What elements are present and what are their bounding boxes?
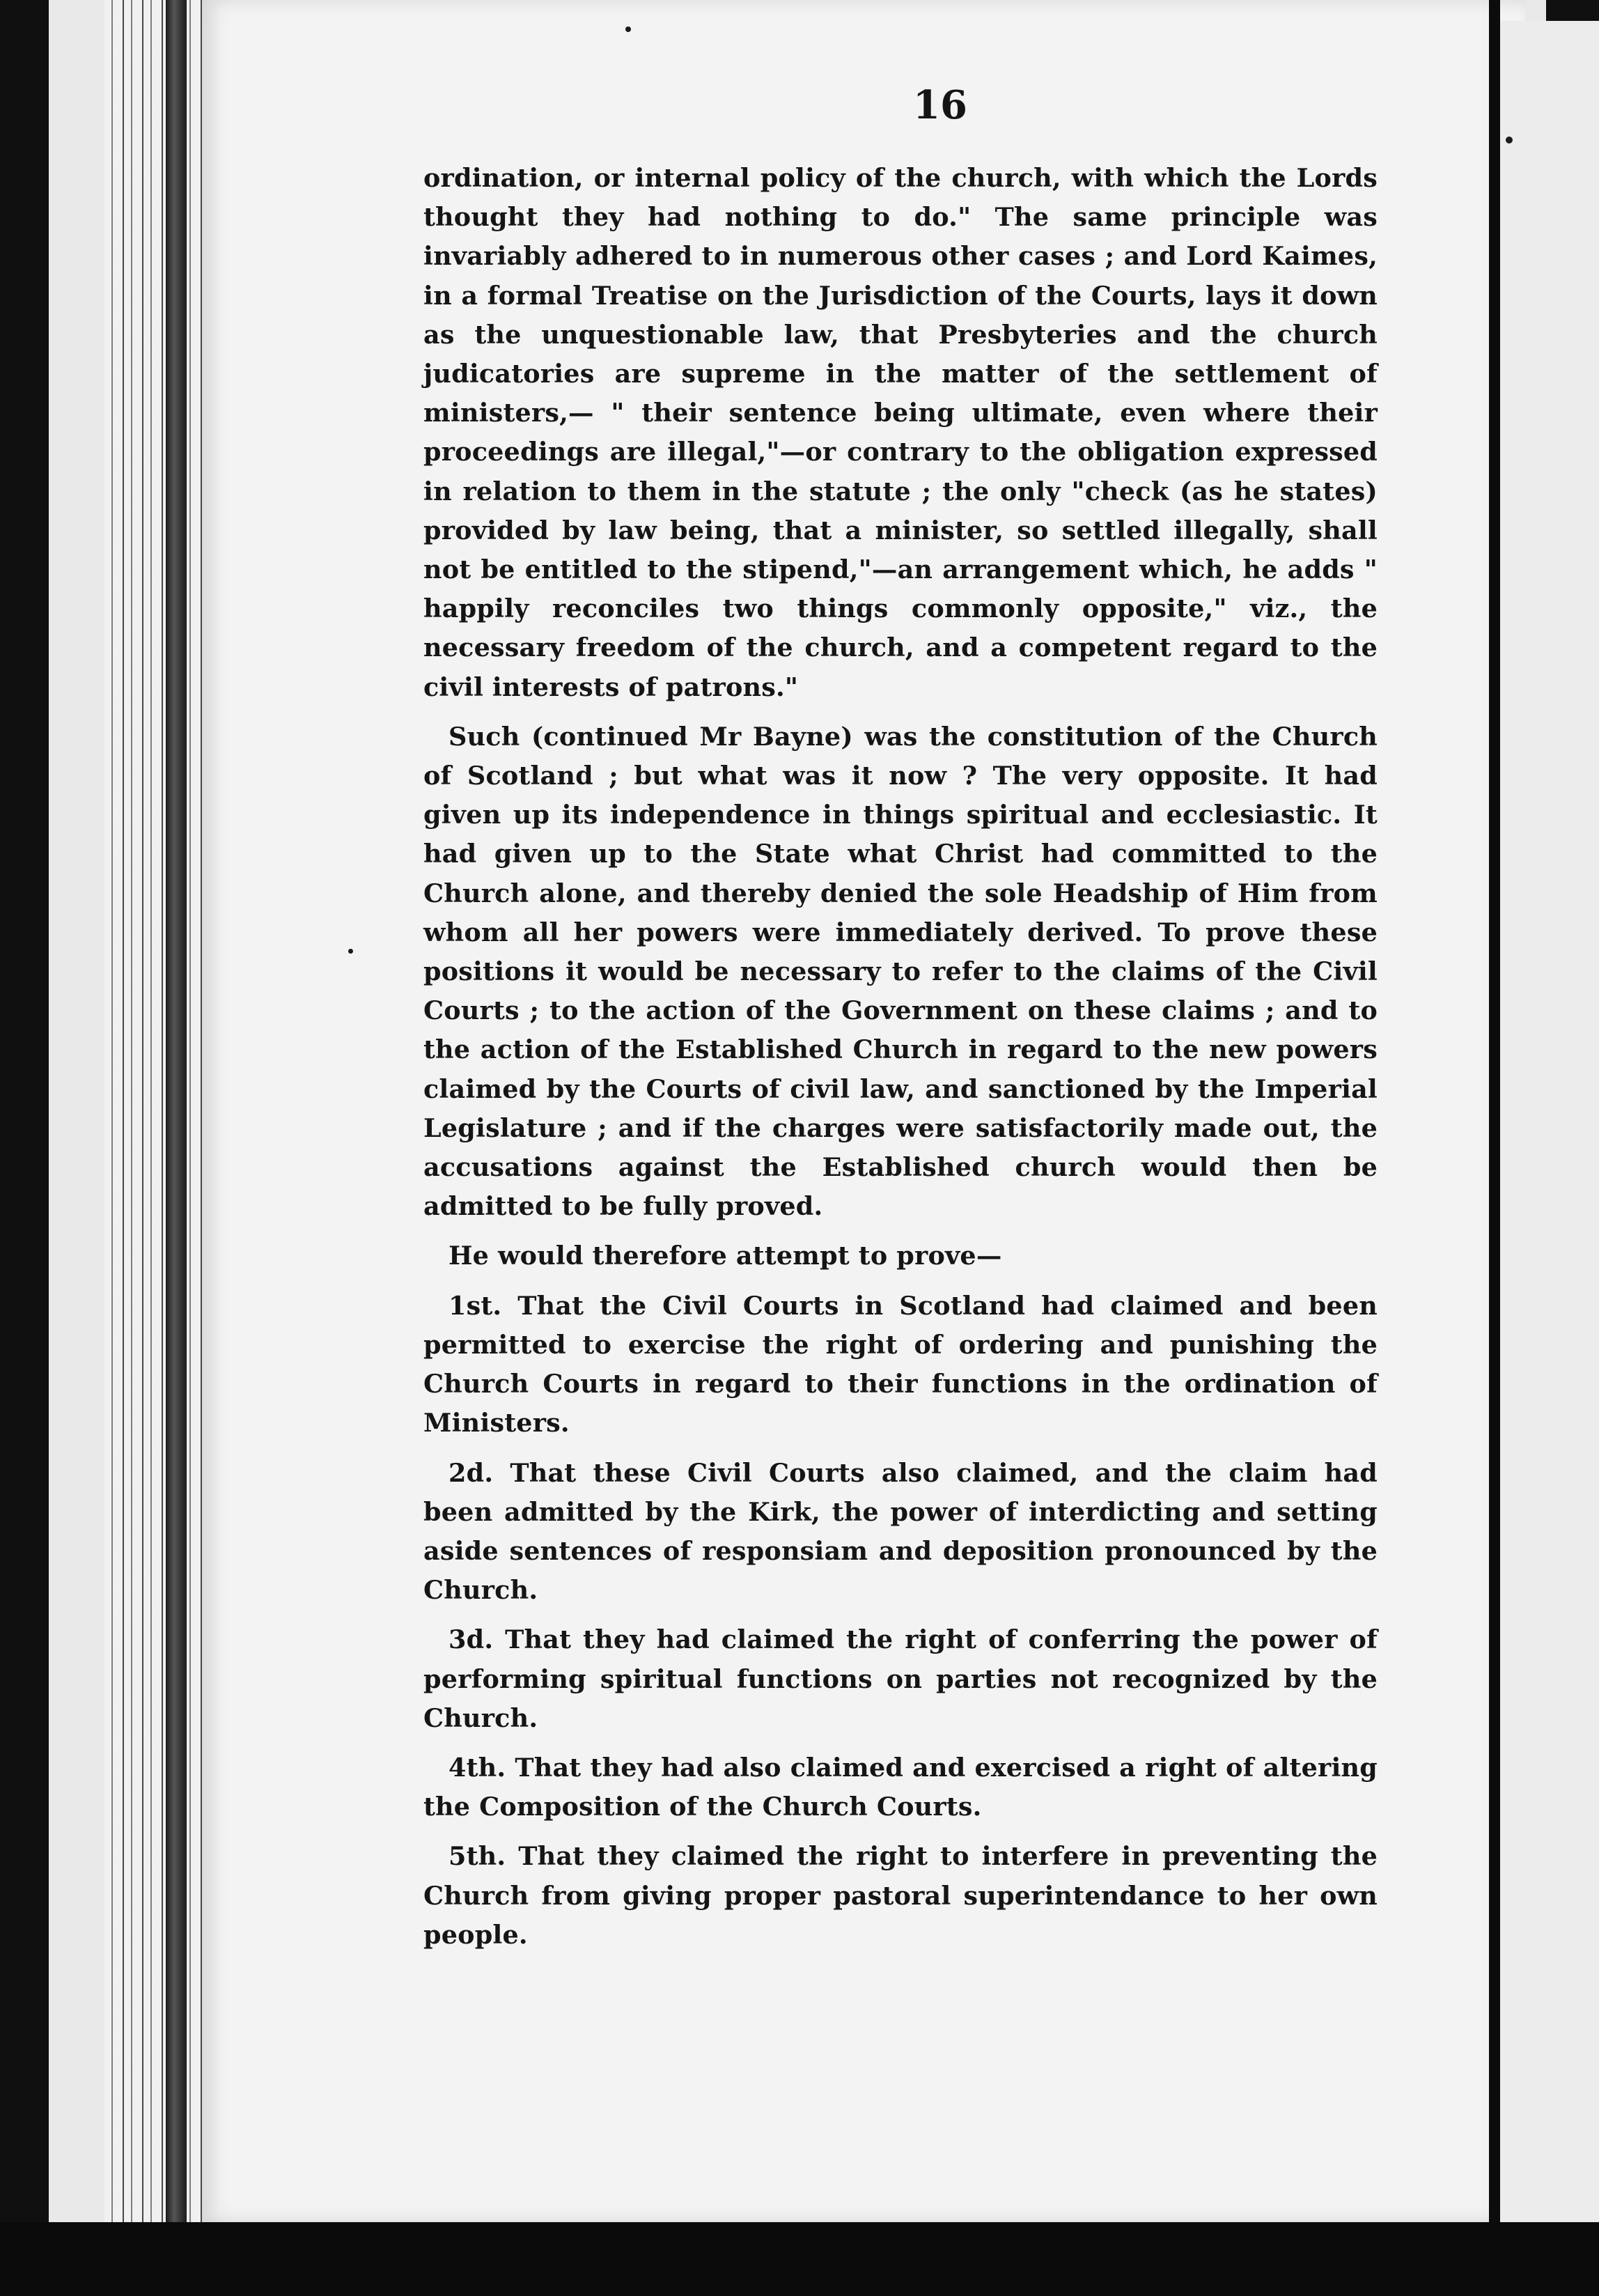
paragraph-intro-list: He would therefore attempt to prove— <box>448 1241 1002 1271</box>
list-item-second: 2d. That these Civil Courts also claimed, and the claim had been admitted by the Kirk, the power of interdicting and setting aside sentences of responsiam and deposition pronounced by the Church. <box>423 1457 1378 1606</box>
dust-speck <box>348 949 353 954</box>
dust-speck <box>1506 137 1513 144</box>
page-number: 16 <box>913 82 967 128</box>
paragraph-continuation: ordination, or internal policy of the church, with which the Lords thought they had nothing to do." The same principle was invariably adhered to in numerous other cases ; and Lord Kaimes, in a formal Treatise on the Jurisdiction of the Courts, lays it down as the unquestionable law, that Presbyteries and the church judicatories are supreme in the matter of the settlement of ministers,— " their sentence being ultimate, even where their proceedings are illegal,"—or contrary to the obligation expressed in relation to them in the statute ; the only "check (as he states) provided by law being, that a minister, so settled illegally, shall not be entitled to the stipend,"—an arrangement which, he adds " happily reconciles two things commonly opposite," viz., the necessary freedom of the church, and a competent regard to the civil interests of patrons." <box>423 163 1378 702</box>
right-border-rule <box>1489 0 1500 2229</box>
dust-speck <box>625 26 631 32</box>
paragraph-constitution: Such (continued Mr Bayne) was the constitution of the Church of Scotland ; but what was it now ? The very opposite. It had given up its independence in things spiritual and ecclesiastic. It had given up to the State what Christ had committed to the Church alone, and thereby denied the sole Headship of Him from whom all her powers were immediately derived. To prove these positions it would be necessary to refer to the claims of the Civil Courts ; to the action of the Government on these claims ; and to the action of the Established Church in regard to the new powers claimed by the Courts of civil law, and sanctioned by the Imperial Legislature ; and if the charges were satisfactorily made out, the accusations against the Established church would then be admitted to be fully proved. <box>423 721 1378 1222</box>
body-text <box>423 159 1378 1965</box>
binding-shadow <box>166 0 187 2222</box>
scanner-bed-bottom <box>0 2222 1599 2296</box>
list-item-fourth: 4th. That they had also claimed and exercised a right of altering the Composition of the Church Courts. <box>423 1752 1378 1822</box>
list-item-first: 1st. That the Civil Courts in Scotland had claimed and been permitted to exercise the right of ordering and punishing the Church Courts in regard to their functions in the ordination of Ministers. <box>423 1290 1378 1438</box>
list-item-fifth: 5th. That they claimed the right to interfere in preventing the Church from giving proper pastoral superintendance to her own people. <box>423 1841 1378 1950</box>
list-item-third: 3d. That they had claimed the right of conferring the power of performing spiritual functions on parties not recognized by the Church. <box>423 1624 1378 1733</box>
facing-page-margin <box>1500 21 1599 2250</box>
